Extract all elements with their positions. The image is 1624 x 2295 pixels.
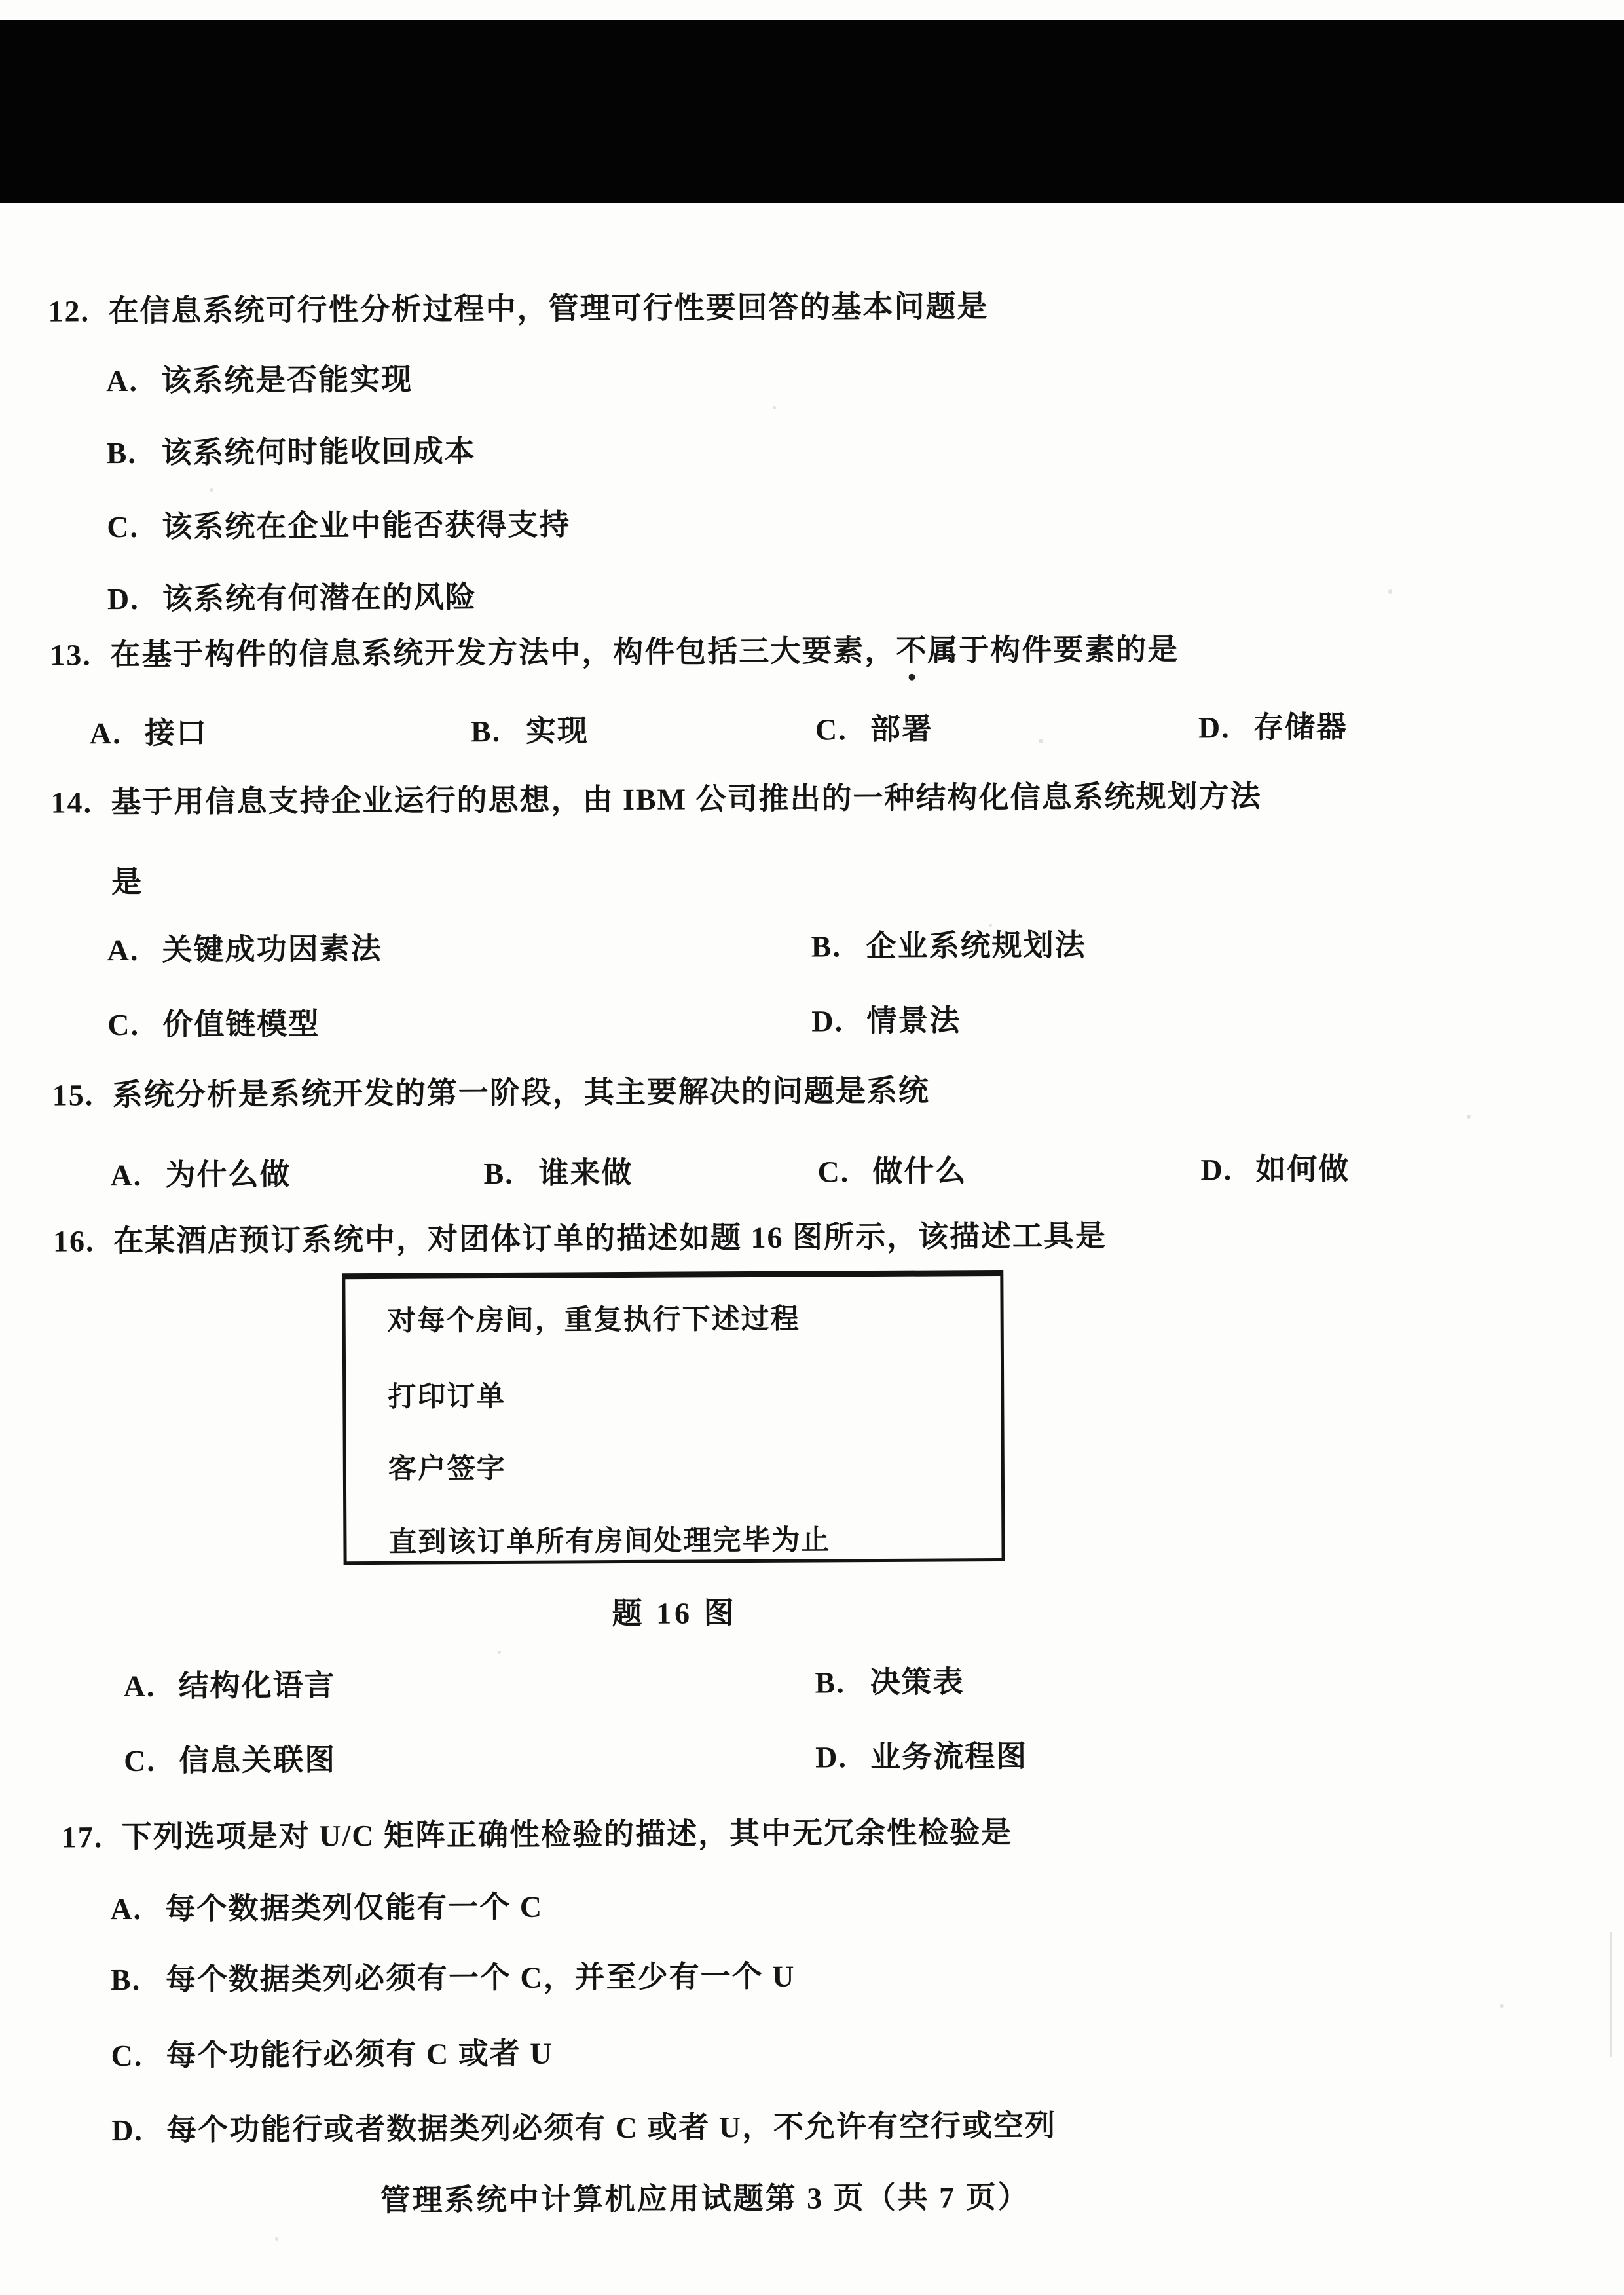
option-label: D. [1200, 1153, 1233, 1187]
scan-speckle [1467, 1115, 1471, 1119]
scan-speckle [773, 406, 776, 409]
option-label: A. [107, 933, 139, 967]
option-text: 如何做 [1255, 1152, 1350, 1186]
question-number: 17. [61, 1820, 103, 1854]
option-label: A. [106, 364, 139, 398]
question-12-option-c [107, 506, 570, 545]
option-text: 做什么 [872, 1154, 967, 1189]
question-13-option-b [471, 713, 589, 749]
question-17-stem [62, 1814, 1013, 1856]
question-14-stem-continued [111, 864, 143, 900]
question-stem-text: 基于用信息支持企业运行的思想，由 IBM 公司推出的一种结构化信息系统规划方法 [111, 779, 1262, 819]
figure-text-line: 客户签字 [388, 1453, 506, 1485]
question-stem-text: 在基于构件的信息系统开发方法中，构件包括三大要素， [110, 633, 896, 672]
question-13-option-a [90, 715, 208, 751]
option-text: 每个数据类列仅能有一个 C [165, 1890, 544, 1926]
option-label: A. [110, 1158, 143, 1193]
question-number: 12. [48, 294, 90, 328]
question-number: 13. [50, 638, 92, 672]
option-text: 信息关联图 [179, 1743, 337, 1778]
question-13-option-c [815, 711, 933, 748]
scan-speckle [210, 488, 213, 492]
option-text: 关键成功因素法 [162, 931, 382, 967]
question-12-option-d [107, 579, 477, 617]
option-text: 结构化语言 [178, 1668, 336, 1703]
option-text: 接口 [144, 716, 208, 750]
scan-speckle [275, 2237, 278, 2241]
option-label: B. [106, 436, 138, 470]
figure-text-line: 对每个房间，重复执行下述过程 [387, 1303, 800, 1337]
option-label: D. [811, 1004, 844, 1038]
option-text: 每个功能行或者数据类列必须有 C 或者 U，不允许有空行或空列 [166, 2108, 1057, 2147]
option-text: 实现 [525, 714, 589, 748]
question-12-stem [48, 288, 988, 329]
option-text: 谁来做 [538, 1155, 633, 1190]
option-text: 决策表 [870, 1665, 965, 1700]
question-15-option-d [1200, 1151, 1350, 1187]
question-15-stem [52, 1073, 930, 1113]
question-16-option-b [815, 1664, 964, 1700]
scan-speckle [989, 924, 992, 927]
option-text: 部署 [870, 712, 934, 747]
figure-text-line: 打印订单 [388, 1381, 506, 1413]
option-text: 业务流程图 [870, 1739, 1028, 1774]
question-16-option-d [815, 1738, 1027, 1776]
question-14-stem [50, 778, 1261, 821]
question-stem-text: 在某酒店预订系统中，对团体订单的描述如题 16 图所示，该描述工具是 [113, 1219, 1107, 1258]
question-15-option-a [110, 1157, 291, 1194]
option-text: 企业系统规划法 [866, 928, 1086, 963]
question-17-option-d [111, 2108, 1056, 2149]
option-label: D. [107, 582, 139, 616]
question-13-option-d [1198, 709, 1348, 745]
question-number: 15. [52, 1078, 94, 1112]
question-16-stem [53, 1218, 1107, 1259]
option-label: B. [811, 929, 842, 963]
question-17-option-b [111, 1958, 796, 1998]
option-text: 存储器 [1253, 710, 1348, 744]
question-14-option-b [811, 927, 1086, 964]
question-12-option-a [106, 362, 413, 400]
scan-speckle [498, 1651, 501, 1654]
question-14-option-a [107, 931, 382, 968]
question-14-option-c [107, 1005, 320, 1043]
option-text: 该系统有何潜在的风险 [162, 580, 477, 616]
question-stem-text: 在信息系统可行性分析过程中，管理可行性要回答的基本问题是 [108, 289, 989, 328]
emphasized-char: 不 [896, 633, 927, 669]
option-text: 每个数据类列必须有一个 C，并至少有一个 U [165, 1959, 796, 1996]
question-12-option-b [107, 433, 476, 471]
question-16-option-a [123, 1667, 335, 1704]
scan-speckle [1500, 2004, 1504, 2008]
question-17-option-c [111, 2036, 553, 2074]
option-text: 价值链模型 [162, 1007, 320, 1041]
option-label: C. [124, 1744, 157, 1778]
scan-speckle [1388, 589, 1392, 594]
question-stem-text: 系统分析是系统开发的第一阶段，其主要解决的问题是系统 [112, 1073, 930, 1112]
option-label: D. [815, 1740, 848, 1774]
option-text: 情景法 [866, 1003, 961, 1038]
option-label: A. [123, 1669, 156, 1704]
question-number: 14. [50, 785, 93, 819]
option-text: 该系统是否能实现 [161, 362, 413, 398]
option-label: A. [89, 717, 122, 751]
scan-streak [1610, 1932, 1612, 2057]
question-15-option-b [483, 1155, 633, 1191]
question-stem-text: 属于构件要素的是 [927, 632, 1179, 667]
question-13-stem [50, 631, 1179, 673]
option-label: C. [817, 1155, 850, 1189]
option-label: B. [483, 1156, 514, 1191]
page-footer: 管理系统中计算机应用试题第 3 页（共 7 页） [380, 2180, 1030, 2217]
question-16-option-c [124, 1742, 336, 1779]
option-label: D. [111, 2113, 143, 2148]
option-label: C. [107, 510, 139, 544]
question-stem-text: 下列选项是对 U/C 矩阵正确性检验的描述，其中无冗余性检验是 [121, 1815, 1013, 1854]
option-text: 为什么做 [165, 1157, 291, 1192]
question-stem-text: 是 [111, 865, 143, 899]
option-label: C. [111, 2038, 143, 2073]
question-14-option-d [811, 1002, 961, 1039]
option-label: B. [470, 714, 502, 749]
option-text: 每个功能行必须有 C 或者 U [166, 2036, 553, 2072]
option-label: B. [110, 1962, 141, 1997]
option-text: 该系统在企业中能否获得支持 [162, 508, 571, 544]
question-number: 16. [52, 1224, 95, 1258]
option-label: A. [110, 1892, 143, 1926]
question-16-figure-box [342, 1270, 1005, 1565]
question-17-option-a [110, 1889, 543, 1928]
option-label: D. [1198, 711, 1230, 745]
question-15-option-c [817, 1153, 967, 1189]
figure-caption: 题 16 图 [612, 1596, 737, 1631]
option-label: C. [107, 1007, 140, 1042]
option-label: B. [815, 1666, 845, 1700]
option-label: C. [815, 713, 847, 747]
scan-speckle [1039, 739, 1043, 743]
figure-text-line: 直到该订单所有房间处理完毕为止 [388, 1525, 831, 1558]
option-text: 该系统何时能收回成本 [161, 434, 476, 470]
